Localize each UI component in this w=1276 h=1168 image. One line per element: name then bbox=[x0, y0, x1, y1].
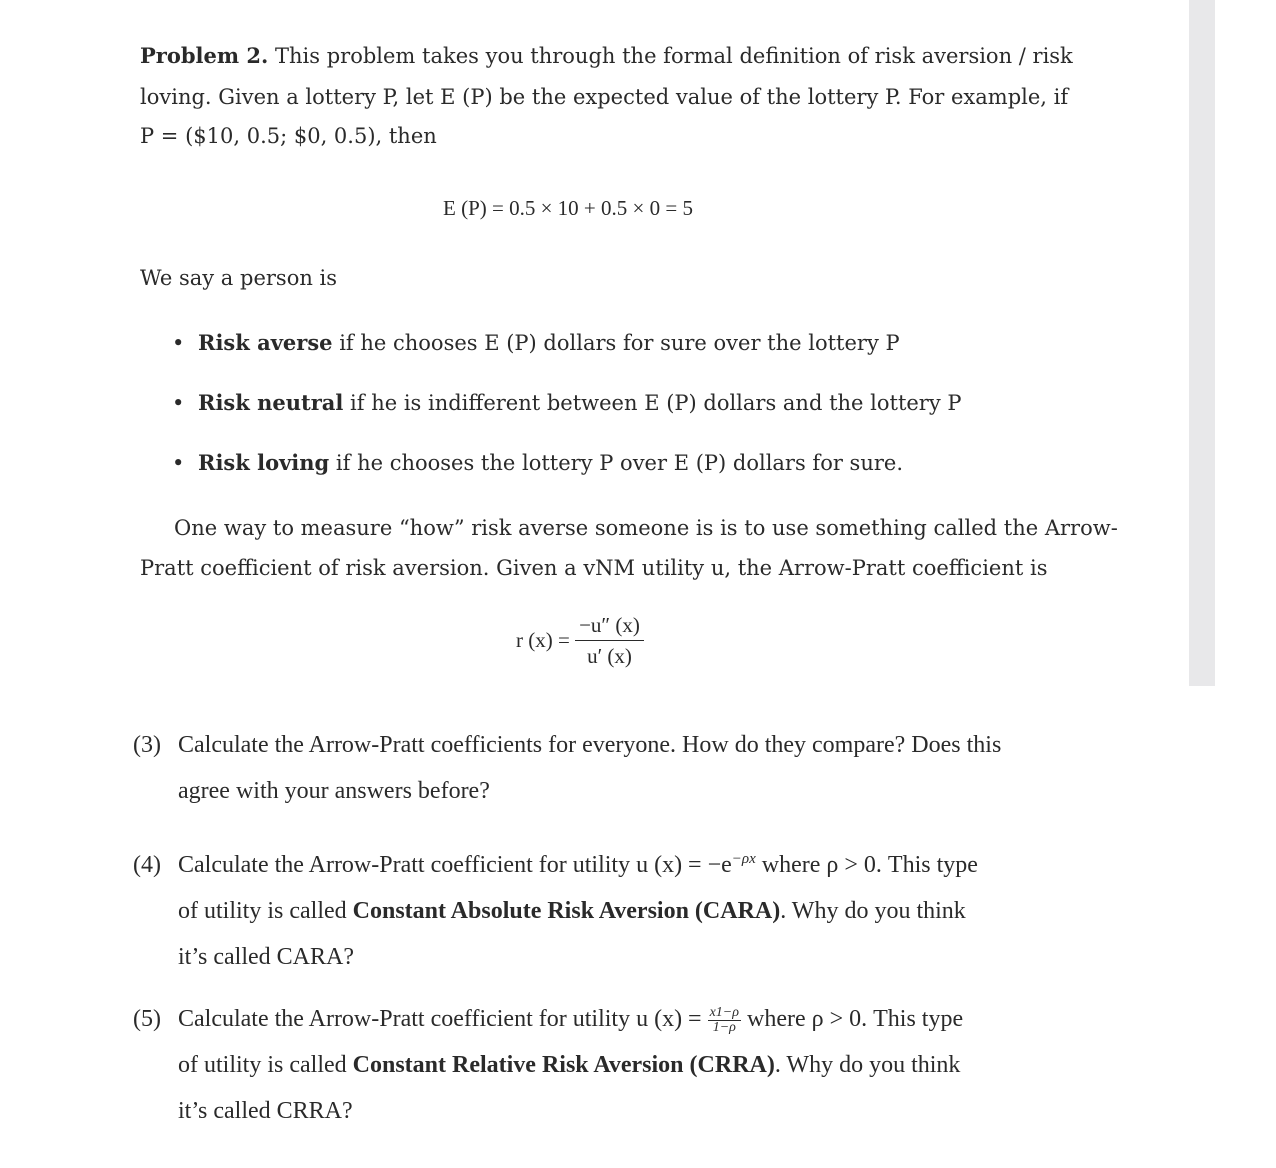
question-4 bbox=[133, 836, 978, 980]
bullet-text: if he chooses E (P) dollars for sure over the lottery P bbox=[332, 331, 900, 355]
bullet-risk-neutral bbox=[172, 390, 962, 415]
question-text: of utility is called bbox=[178, 1052, 353, 1078]
equation-lhs: r (x) = bbox=[516, 628, 570, 652]
bullet-dot-icon: • bbox=[172, 451, 185, 475]
small-fraction-denominator: 1−ρ bbox=[712, 1019, 736, 1035]
small-fraction bbox=[708, 1006, 741, 1035]
bullet-risk-averse bbox=[172, 330, 900, 355]
equation-fraction bbox=[575, 610, 644, 671]
fraction-numerator: −u″ (x) bbox=[575, 610, 644, 641]
term-cara: Constant Absolute Risk Aversion (CARA) bbox=[352, 898, 781, 924]
scrollbar[interactable] bbox=[1189, 0, 1215, 686]
term-crra: Constant Relative Risk Aversion (CRRA) bbox=[352, 1052, 775, 1078]
question-3 bbox=[133, 722, 1001, 814]
arrow-pratt-equation bbox=[516, 610, 644, 671]
bullet-term: Risk neutral bbox=[198, 390, 344, 415]
intro-line-1-text: This problem takes you through the formal definition of risk aversion / risk bbox=[268, 44, 1073, 68]
question-number: (3) bbox=[133, 732, 161, 758]
question-number: (5) bbox=[133, 1006, 161, 1032]
question-text: agree with your answers before? bbox=[178, 778, 490, 804]
question-text: it’s called CARA? bbox=[178, 944, 354, 970]
bullet-dot-icon: • bbox=[172, 331, 185, 355]
bullet-term: Risk loving bbox=[198, 450, 330, 475]
arrow-pratt-line-2: Pratt coefficient of risk aversion. Given a vNM utility u, the Arrow-Pratt coefficient is bbox=[140, 556, 1048, 580]
fraction-denominator: u′ (x) bbox=[587, 644, 632, 668]
problem-label: Problem 2. bbox=[140, 43, 269, 68]
bullet-text: if he chooses the lottery P over E (P) dollars for sure. bbox=[329, 451, 903, 475]
question-number: (4) bbox=[133, 852, 161, 878]
expected-value-equation: E (P) = 0.5 × 10 + 0.5 × 0 = 5 bbox=[443, 196, 693, 220]
exponent: −ρx bbox=[731, 851, 756, 867]
question-text: where ρ > 0. This type bbox=[755, 852, 978, 878]
intro-line-1 bbox=[140, 36, 1073, 76]
intro-line-3: P = ($10, 0.5; $0, 0.5), then bbox=[140, 124, 437, 148]
bullet-term: Risk averse bbox=[198, 330, 333, 355]
question-5 bbox=[133, 996, 963, 1134]
question-text: Calculate the Arrow-Pratt coefficient for utility u (x) = −e bbox=[178, 852, 732, 878]
question-text: . Why do you think bbox=[774, 1052, 961, 1078]
bullet-dot-icon: • bbox=[172, 391, 185, 415]
small-fraction-numerator: x1−ρ bbox=[709, 1004, 739, 1020]
question-text: Calculate the Arrow-Pratt coefficient for utility u (x) = bbox=[178, 1006, 708, 1032]
question-text: where ρ > 0. This type bbox=[740, 1006, 964, 1032]
question-text: Calculate the Arrow-Pratt coefficients for everyone. How do they compare? Does this bbox=[178, 732, 1002, 758]
bullet-risk-loving bbox=[172, 450, 903, 475]
question-text: it’s called CRRA? bbox=[178, 1098, 353, 1124]
we-say-text: We say a person is bbox=[140, 266, 338, 290]
question-text: . Why do you think bbox=[780, 898, 966, 924]
arrow-pratt-line-1: One way to measure “how” risk averse someone is is to use something called the Arrow- bbox=[174, 516, 1118, 540]
intro-line-2: loving. Given a lottery P, let E (P) be the expected value of the lottery P. For example, if bbox=[140, 85, 1069, 109]
question-text: of utility is called bbox=[178, 898, 353, 924]
bullet-text: if he is indifferent between E (P) dollars and the lottery P bbox=[343, 391, 962, 415]
